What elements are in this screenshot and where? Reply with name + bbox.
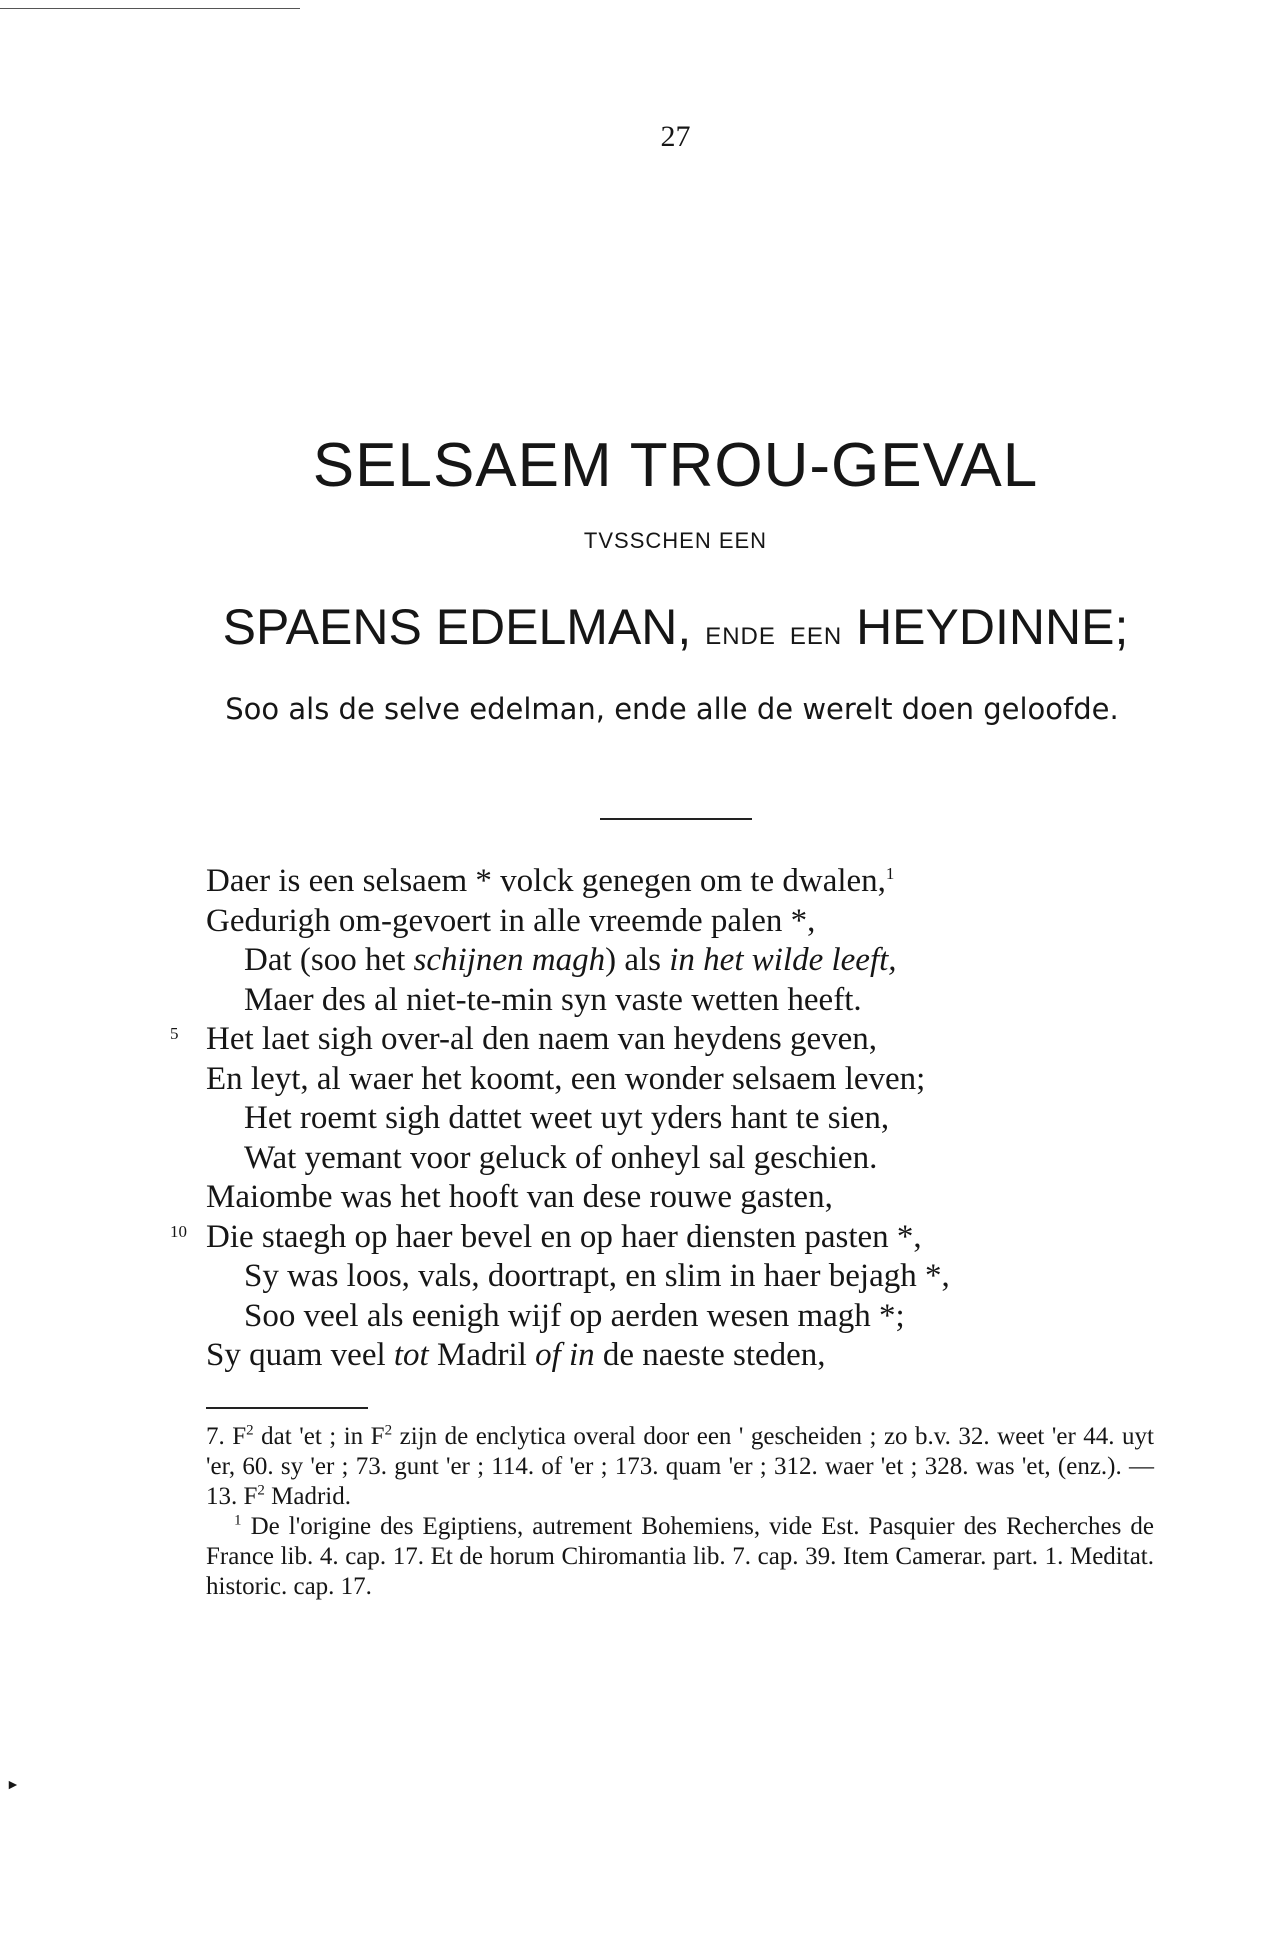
- verse-line-3-b: schijnen magh: [413, 942, 606, 978]
- footnote-variants-c: zijn de enclytica overal door een ' gescheiden ; zo b.v. 32. weet 'er 44. uyt 'er, 60. sy 'er ; 73. gunt 'er ; 114. of 'er ; 173. quam 'er ; 312. waer 'et ; 328. was 'et, (enz.). — 13. F: [206, 1423, 1155, 1510]
- footnote-1-text: De l'origine des Egiptiens, autrement Bohemiens, vide Est. Pasquier des Recherches de France lib. 4. cap. 17. Et de horum Chiromantia lib. 7. cap. 39. Item Camerar. part. 1. Meditat. historic. cap. 17.: [206, 1513, 1154, 1600]
- footnote-sup-2: 2: [384, 1422, 393, 1439]
- verse-line-10: [170, 1218, 1206, 1258]
- top-rule: [0, 8, 300, 9]
- caption: Soo als de selve edelman, ende alle de werelt doen geloofde.: [225, 692, 1119, 726]
- margin-mark: ►: [6, 1778, 20, 1793]
- verse-line-3-c: ) als: [605, 942, 670, 978]
- verse-line-5-text: Het laet sigh over-al den naem van heydens geven,: [206, 1021, 878, 1057]
- subtitle-part4: HEYDINNE;: [856, 599, 1129, 655]
- verse-line-13-a: Sy quam veel: [206, 1337, 394, 1373]
- verse-line-7: Het roemt sigh dattet weet uyt yders hant te sien,: [244, 1100, 890, 1136]
- footnote-sup-3: 2: [257, 1482, 265, 1499]
- verse-line-5: [170, 1020, 1206, 1060]
- footnote-1-number: 1: [234, 1512, 242, 1529]
- subtitle-part3: EEN: [789, 623, 843, 650]
- verse-line-13-d: of in: [535, 1337, 595, 1373]
- between-line: TVSSCHEN EEN: [583, 528, 768, 553]
- verse-line-12: Soo veel als eenigh wijf op aerden wesen magh *;: [244, 1297, 905, 1334]
- verse-line-3-a: Dat (soo het: [244, 942, 414, 978]
- section-rule: [600, 818, 752, 820]
- footnote-1: [206, 1512, 1154, 1602]
- subtitle-part2: ENDE: [705, 623, 776, 650]
- verse-line-3: [206, 941, 1206, 981]
- verse-line-3-d: in het wilde leeft,: [669, 942, 897, 978]
- footnote-variants: [206, 1422, 1154, 1512]
- verse-line-4: Maer des al niet-te-min syn vaste wetten heeft.: [244, 981, 862, 1018]
- verse-line-13: [206, 1336, 1206, 1376]
- footnote-rule: [206, 1407, 368, 1409]
- line-number-10: 10: [170, 1221, 187, 1241]
- verse-line-13-b: tot: [393, 1337, 429, 1373]
- verse-line-13-e: de naeste steden,: [594, 1337, 826, 1373]
- verse-line-1: [206, 862, 1206, 902]
- subtitle-part1: SPAENS EDELMAN,: [222, 599, 692, 655]
- footnotes: [206, 1422, 1154, 1602]
- page-title: SELSAEM TROU-GEVAL: [312, 431, 1039, 500]
- verse-line-8: Wat yemant voor geluck of onheyl sal geschien.: [244, 1139, 878, 1176]
- footnote-variants-b: dat 'et ; in F: [253, 1423, 385, 1450]
- verse-line-9: Maiombe was het hooft van dese rouwe gasten,: [206, 1179, 833, 1215]
- verse-line-10-text: Die staegh op haer bevel en op haer diensten pasten *,: [206, 1218, 922, 1255]
- subtitle: [0, 598, 1261, 656]
- footnote-sup-1: 2: [246, 1422, 254, 1439]
- verse-line-1-text: Daer is een selsaem * volck genegen om te dwalen,: [206, 863, 886, 899]
- footnote-variants-a: 7. F: [206, 1423, 247, 1450]
- verse-line-2: Gedurigh om-gevoert in alle vreemde palen *,: [206, 902, 816, 939]
- verse-line-6: En leyt, al waer het koomt, een wonder selsaem leven;: [206, 1060, 926, 1097]
- footnote-ref-1: 1: [885, 864, 895, 883]
- line-number-5: 5: [170, 1024, 179, 1043]
- verse: [170, 862, 1206, 1376]
- footnote-variants-d: Madrid.: [264, 1483, 352, 1510]
- verse-line-11: Sy was loos, vals, doortrapt, en slim in haer bejagh *,: [244, 1258, 950, 1294]
- verse-line-13-c: Madril: [428, 1337, 536, 1373]
- page-number: 27: [660, 120, 691, 153]
